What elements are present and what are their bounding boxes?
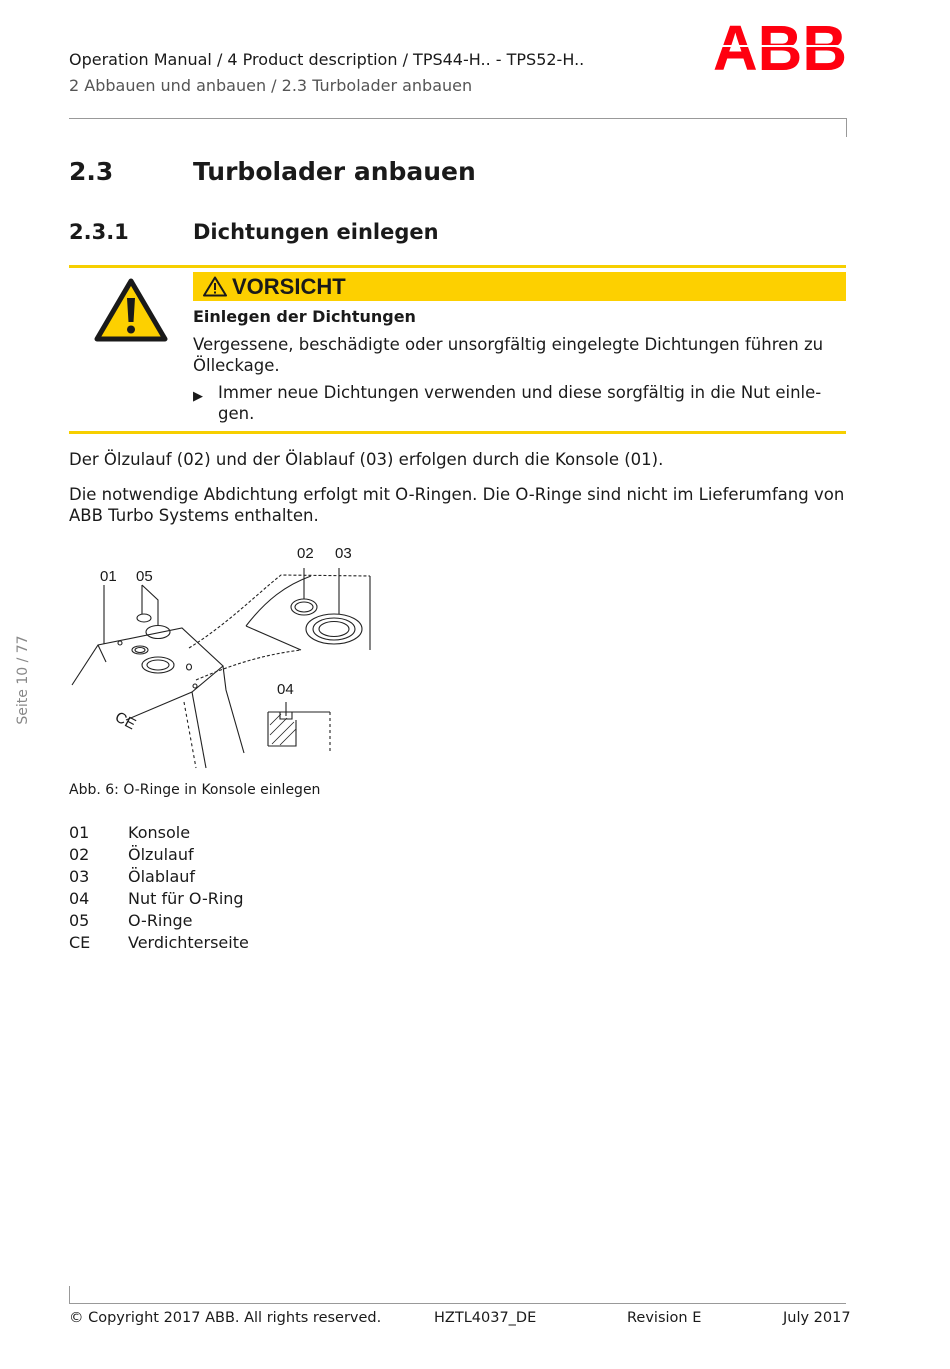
footer-doc-id: HZTL4037_DE bbox=[434, 1310, 537, 1326]
legend-code: CE bbox=[69, 933, 91, 952]
header-subbreadcrumb: 2 Abbauen und anbauen / 2.3 Turbolader anbauen bbox=[69, 76, 473, 95]
footer-revision: Revision E bbox=[627, 1310, 702, 1326]
legend-label: O-Ringe bbox=[128, 911, 193, 930]
bullet-arrow-icon: ▶ bbox=[193, 389, 203, 404]
figure-legend bbox=[69, 822, 249, 954]
figure-caption: Abb. 6: O-Ringe in Konsole einlegen bbox=[69, 782, 321, 798]
legend-label: Konsole bbox=[128, 823, 191, 842]
paragraph-oil-flow: Der Ölzulauf (02) und der Ölablauf (03) erfolgen durch die Konsole (01). bbox=[69, 450, 664, 469]
page-number-side: Seite 10 / 77 bbox=[15, 635, 31, 725]
figure-label-04: 04 bbox=[277, 681, 294, 698]
header-breadcrumb: Operation Manual / 4 Product description / TPS44-H.. - TPS52-H.. bbox=[69, 50, 585, 69]
legend-label: Nut für O-Ring bbox=[128, 889, 244, 908]
legend-row bbox=[69, 888, 249, 910]
footer-divider-tick bbox=[69, 1286, 70, 1304]
section-number: 2.3 bbox=[69, 157, 114, 186]
legend-row bbox=[69, 844, 249, 866]
legend-label: Ölzulauf bbox=[128, 845, 194, 864]
hazard-triangle-icon bbox=[94, 278, 168, 342]
warning-triangle-icon bbox=[203, 276, 227, 297]
legend-code: 01 bbox=[69, 823, 90, 842]
legend-code: 04 bbox=[69, 889, 90, 908]
legend-code: 03 bbox=[69, 867, 90, 886]
figure-oring-console bbox=[66, 540, 386, 775]
header-divider bbox=[69, 118, 846, 119]
figure-label-ce: CE bbox=[112, 708, 139, 734]
subsection-title: Dichtungen einlegen bbox=[193, 220, 439, 244]
footer-date: July 2017 bbox=[783, 1310, 851, 1326]
legend-code: 02 bbox=[69, 845, 90, 864]
figure-label-03: 03 bbox=[335, 545, 352, 562]
warning-title: Einlegen der Dichtungen bbox=[193, 307, 416, 326]
legend-row bbox=[69, 866, 249, 888]
paragraph-sealing: Die notwendige Abdichtung erfolgt mit O-Ringen. Die O-Ringe sind nicht im Lieferumfang von ABB Turbo Systems enthalten. bbox=[69, 485, 845, 525]
warning-signal-word: VORSICHT bbox=[232, 274, 346, 299]
legend-code: 05 bbox=[69, 911, 90, 930]
figure-label-02: 02 bbox=[297, 545, 314, 562]
figure-label-01: 01 bbox=[100, 568, 117, 585]
footer-divider bbox=[69, 1303, 846, 1304]
legend-row bbox=[69, 910, 249, 932]
header-divider-tick bbox=[846, 118, 847, 137]
subsection-number: 2.3.1 bbox=[69, 220, 129, 244]
figure-label-05: 05 bbox=[136, 568, 153, 585]
legend-label: Verdichterseite bbox=[128, 933, 249, 952]
abb-logo bbox=[713, 20, 847, 71]
legend-row bbox=[69, 932, 249, 954]
section-title: Turbolader anbauen bbox=[193, 157, 476, 186]
warning-text: Vergessene, beschädigte oder unsorgfältig eingelegte Dichtungen führen zu Ölleckage. bbox=[193, 335, 824, 375]
footer-copyright: © Copyright 2017 ABB. All rights reserved. bbox=[69, 1310, 382, 1326]
legend-label: Ölablauf bbox=[128, 867, 196, 886]
warning-action: Immer neue Dichtungen verwenden und diese sorgfältig in die Nut einle-gen. bbox=[218, 383, 822, 423]
legend-row bbox=[69, 822, 249, 844]
abb-logo-text: ABB bbox=[713, 20, 847, 71]
